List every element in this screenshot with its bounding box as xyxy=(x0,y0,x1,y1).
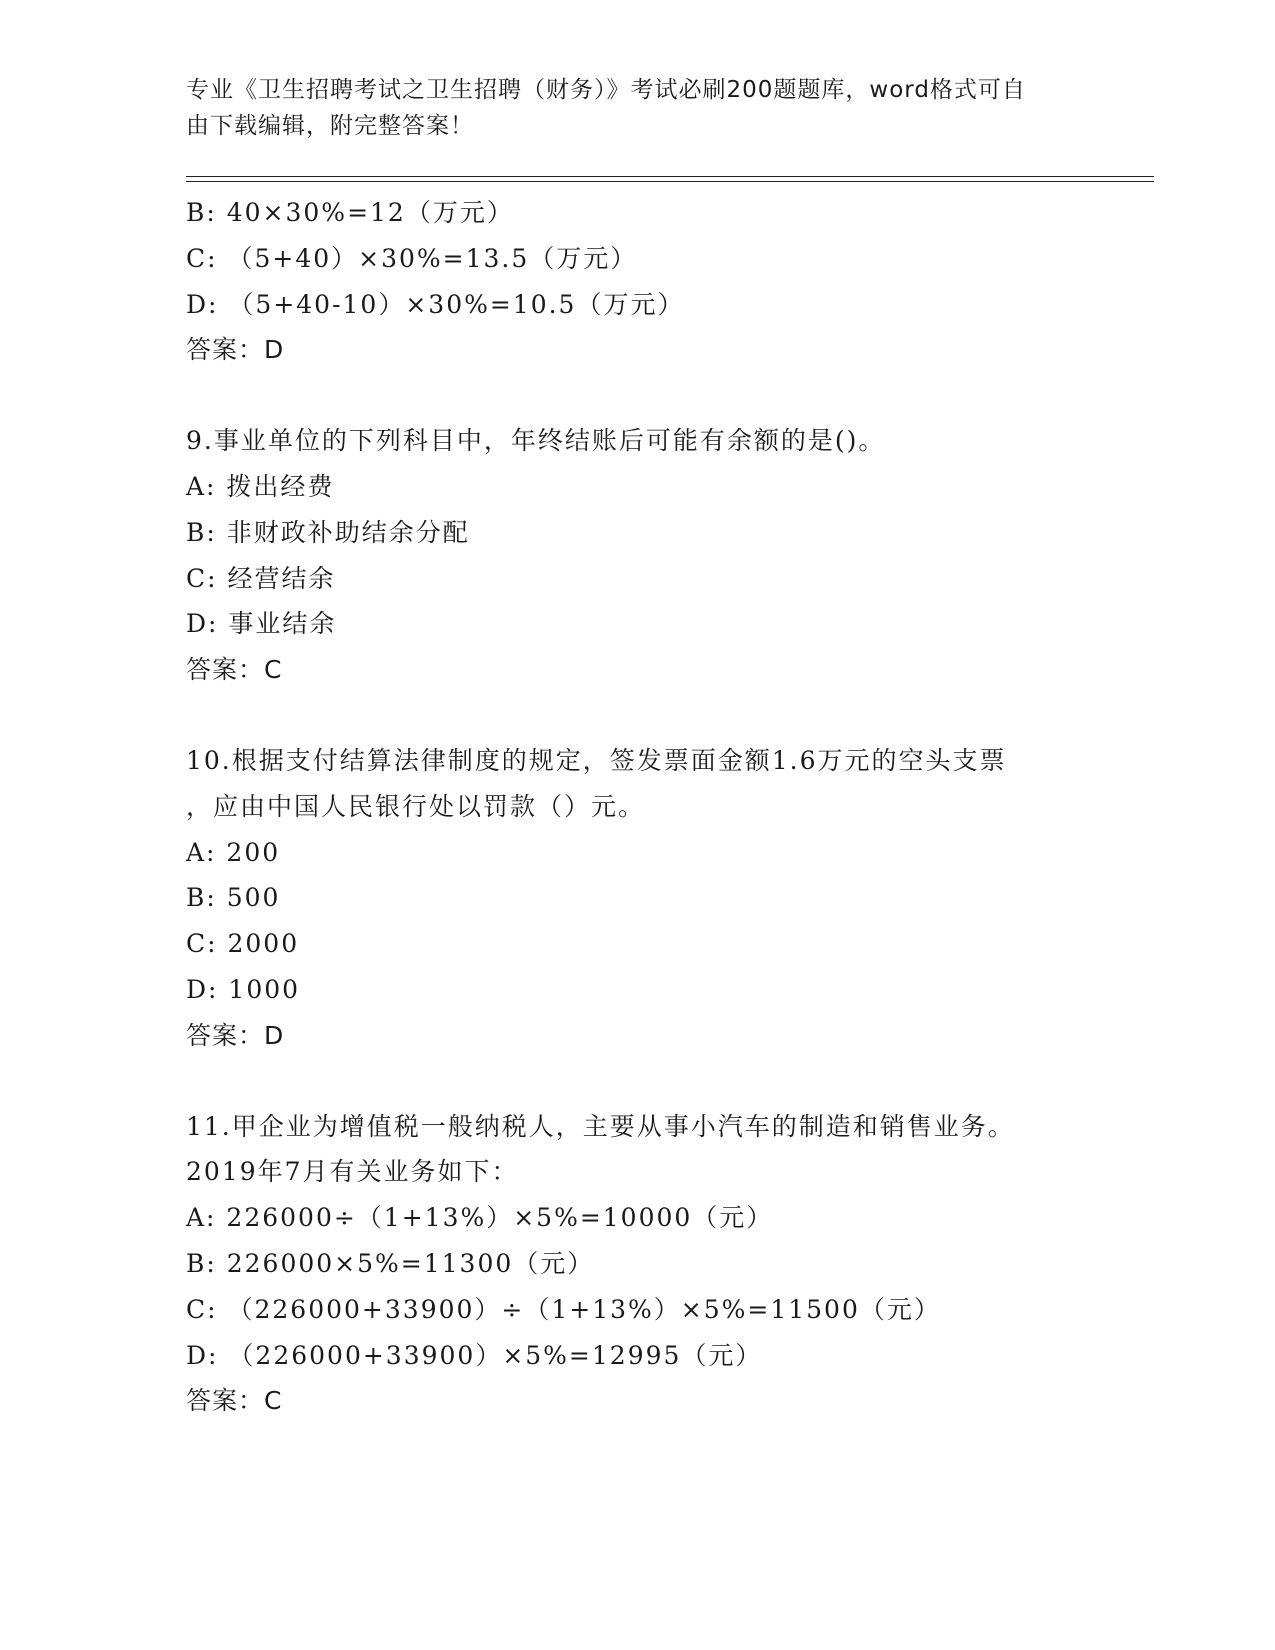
question-text: 9.事业单位的下列科目中，年终结账后可能有余额的是()。 xyxy=(186,426,886,456)
option-a: A: 226000÷（1+13%）×5%=10000（元） xyxy=(186,1203,774,1233)
question-text-line-2: ，应由中国人民银行处以罚款（）元。 xyxy=(186,791,646,821)
option-c: C: 2000 xyxy=(186,929,300,959)
option-c: C: （226000+33900）÷（1+13%）×5%=11500（元） xyxy=(186,1294,941,1324)
question-8 xyxy=(186,190,1086,373)
option-a: A: 拨出经费 xyxy=(186,471,335,501)
spacer xyxy=(186,373,1086,418)
question-text-line-2: 2019年7月有关业务如下： xyxy=(186,1157,519,1187)
option-b: B: 40×30%=12（万元） xyxy=(186,198,514,227)
header-divider xyxy=(186,176,1154,182)
option-d: D: 事业结余 xyxy=(186,609,337,639)
question-9 xyxy=(186,418,1086,693)
header-line-2: 由下载编辑，附完整答案！ xyxy=(186,113,474,139)
question-text-line-1: 10.根据支付结算法律制度的规定，签发票面金额1.6万元的空头支票 xyxy=(186,745,1007,775)
document-body xyxy=(186,190,1086,1424)
header-line-1: 专业《卫生招聘考试之卫生招聘（财务）》考试必刷200题题库，word格式可自 xyxy=(186,77,1026,103)
answer-label: 答案：D xyxy=(186,1020,285,1050)
option-c: C: 经营结余 xyxy=(186,563,336,593)
option-c: C: （5+40）×30%=13.5（万元） xyxy=(186,243,638,273)
option-b: B: 非财政补助结余分配 xyxy=(186,517,470,547)
option-d: D: （5+40-10）×30%=10.5（万元） xyxy=(186,289,685,319)
answer-label: 答案：D xyxy=(186,335,285,365)
question-text-line-1: 11.甲企业为增值税一般纳税人，主要从事小汽车的制造和销售业务。 xyxy=(186,1111,1015,1141)
answer-label: 答案：C xyxy=(186,655,283,685)
option-d: D: 1000 xyxy=(186,974,301,1004)
option-b: B: 226000×5%=11300（元） xyxy=(186,1248,595,1278)
spacer xyxy=(186,1059,1086,1104)
document-header xyxy=(186,72,1076,144)
question-11 xyxy=(186,1104,1086,1425)
spacer xyxy=(186,693,1086,738)
option-d: D: （226000+33900）×5%=12995（元） xyxy=(186,1340,763,1370)
option-a: A: 200 xyxy=(186,837,281,867)
question-10 xyxy=(186,738,1086,1059)
answer-label: 答案：C xyxy=(186,1386,283,1416)
option-b: B: 500 xyxy=(186,883,281,913)
